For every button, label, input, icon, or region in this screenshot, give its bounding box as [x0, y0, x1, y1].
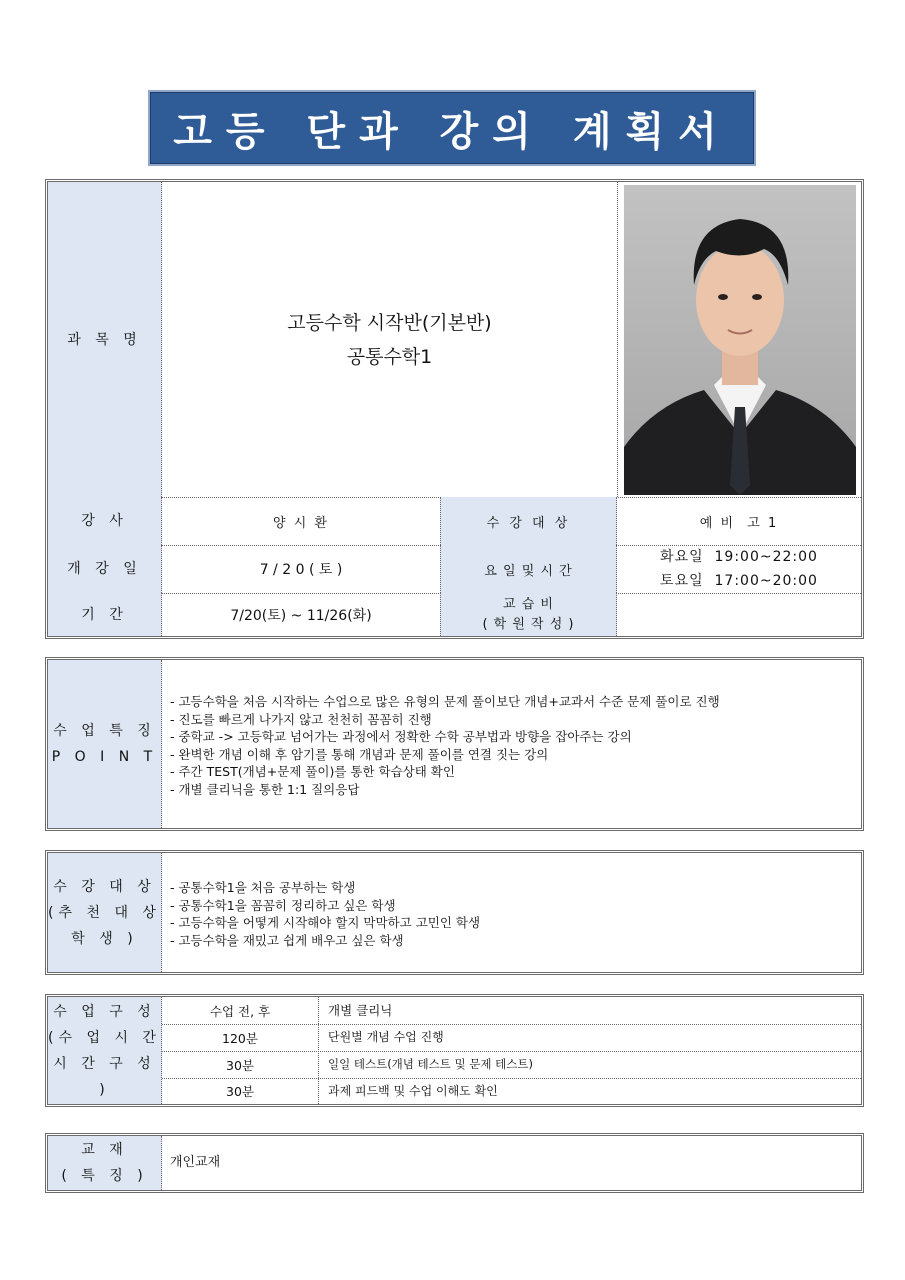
- textbook-label-cell: [48, 1136, 162, 1190]
- table-row: [162, 1024, 318, 1051]
- features-label-line1: 수 업 특 징: [53, 723, 156, 739]
- table-row: [162, 1078, 318, 1104]
- list-item: - 개별 클리닉을 통한 1:1 질의응답: [170, 781, 360, 797]
- schedule-value-cell: [617, 545, 861, 593]
- course-name-label: 과 목 명: [67, 331, 142, 348]
- structure-desc: 과제 피드백 및 수업 이해도 확인: [328, 1084, 498, 1098]
- document-title: 고등 단과 강의 계획서: [173, 108, 731, 155]
- teacher-value-cell: [162, 497, 440, 545]
- textbook-label-line1: 교 재: [81, 1142, 128, 1158]
- table-row: [328, 997, 392, 1024]
- target-value-cell: [617, 497, 861, 545]
- period-label-cell: [48, 593, 162, 636]
- list-item: - 중학교 -> 고등학교 넘어가는 과정에서 정확한 수학 공부법과 방향을 잡아주는 강의: [170, 729, 632, 744]
- recommend-label-line3: 학 생 ): [71, 930, 138, 947]
- start-date-value-cell: [162, 545, 440, 593]
- teacher-label-cell: [48, 497, 162, 545]
- document-title-banner: [148, 90, 756, 166]
- list-item: - 고등수학을 재밌고 쉽게 배우고 싶은 학생: [170, 932, 404, 948]
- textbook-section: [45, 1133, 864, 1193]
- structure-section: [45, 994, 864, 1107]
- recommend-list: [170, 879, 480, 949]
- course-name-line1: 고등수학 시작반(기본반): [287, 311, 492, 334]
- list-item: - 주간 TEST(개념+문제 풀이)를 통한 학습상태 확인: [170, 764, 455, 779]
- start-date-value: 7 / 2 0 ( 토 ): [259, 562, 343, 578]
- structure-desc: 일일 테스트(개념 테스트 및 문제 테스트): [328, 1057, 533, 1071]
- structure-desc: 단원별 개념 수업 진행: [328, 1030, 444, 1044]
- table-row: [162, 997, 318, 1024]
- target-label-cell: [440, 497, 617, 545]
- period-value-cell: [162, 593, 440, 636]
- list-item: - 완벽한 개념 이해 후 암기를 통해 개념과 문제 풀이를 연결 짓는 강의: [170, 746, 549, 762]
- instructor-portrait-icon: [624, 185, 856, 495]
- features-label-cell: [48, 660, 162, 828]
- list-item: - 공통수학1을 꼼꼼히 정리하고 싶은 학생: [170, 897, 396, 913]
- table-row: [162, 1051, 318, 1078]
- start-date-label: 개 강 일: [67, 561, 142, 577]
- features-list: [170, 693, 720, 798]
- fee-label-line1: 교 습 비: [503, 596, 554, 612]
- recommend-label-cell: [48, 853, 162, 972]
- structure-label-line3: 시 간 구 성 ): [53, 1055, 156, 1098]
- structure-time: 30분: [226, 1084, 254, 1099]
- list-item: - 고등수학을 어떻게 시작해야 할지 막막하고 고민인 학생: [170, 915, 481, 930]
- fee-label-line2: ( 학 원 작 성 ): [482, 616, 575, 632]
- features-section: [45, 657, 864, 831]
- recommend-section: [45, 850, 864, 975]
- course-name-cell: [162, 182, 617, 497]
- recommend-label-line1: 수 강 대 상: [53, 878, 156, 895]
- table-row: [328, 1024, 444, 1051]
- period-value: 7/20(토) ~ 11/26(화): [230, 607, 372, 624]
- course-info-table: [45, 179, 864, 639]
- fee-label-cell: [440, 593, 617, 636]
- list-item: - 공통수학1을 처음 공부하는 학생: [170, 880, 356, 895]
- table-row: [328, 1051, 533, 1078]
- schedule-label: 요 일 및 시 간: [484, 563, 573, 579]
- structure-time: 30분: [226, 1057, 254, 1073]
- fee-value-cell: [617, 593, 861, 636]
- course-name-line2: 공통수학1: [346, 345, 433, 368]
- teacher-value: 양 시 환: [273, 515, 329, 531]
- schedule-line2: 토요일 17:00~20:00: [660, 573, 818, 589]
- schedule-label-cell: [440, 545, 617, 593]
- period-label: 기 간: [81, 606, 128, 623]
- target-value: 예 비 고 1: [699, 515, 779, 531]
- textbook-label-line2: ( 특 징 ): [61, 1168, 148, 1184]
- textbook-value: 개인교재: [170, 1155, 221, 1170]
- teacher-label: 강 사: [81, 513, 128, 529]
- structure-label-line2: (수 업 시 간: [48, 1029, 161, 1046]
- divider: [617, 182, 618, 497]
- start-date-label-cell: [48, 545, 162, 593]
- list-item: - 진도를 빠르게 나가지 않고 천천히 꼼꼼히 진행: [170, 711, 432, 727]
- features-label-line2: P O I N T: [51, 749, 158, 765]
- recommend-label-line2: (추 천 대 상: [48, 904, 161, 921]
- structure-desc: 개별 클리닉: [328, 1003, 393, 1018]
- structure-label-cell: [48, 997, 162, 1104]
- table-row: [328, 1078, 498, 1104]
- instructor-photo: [624, 185, 856, 495]
- structure-time: 수업 전, 후: [209, 1003, 271, 1019]
- structure-label-line1: 수 업 구 성: [53, 1003, 156, 1020]
- target-label: 수 강 대 상: [486, 515, 571, 531]
- structure-time: 120분: [222, 1030, 258, 1046]
- textbook-value-cell: [170, 1136, 220, 1190]
- schedule-line1: 화요일 19:00~22:00: [660, 549, 818, 565]
- list-item: - 고등수학을 처음 시작하는 수업으로 많은 유형의 문제 풀이보단 개념+교과서 수준 문제 풀이로 진행: [170, 694, 720, 709]
- course-name-label-cell: [48, 182, 162, 497]
